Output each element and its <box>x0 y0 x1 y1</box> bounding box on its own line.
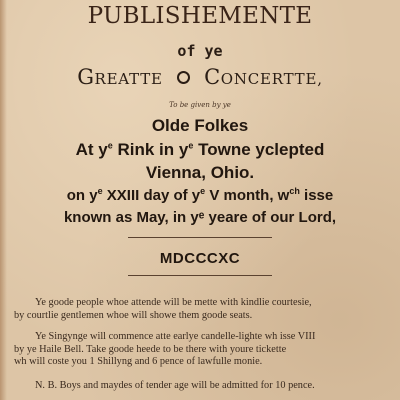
initial-g: G <box>77 65 95 89</box>
year-line: MDCCCXC <box>159 250 241 267</box>
performers-line: Olde Folkes <box>151 116 249 135</box>
paragraph-line: wh will coste you 1 Shillyng and 6 pence of lawfulle monie. <box>14 356 263 367</box>
paragraph-singing <box>14 331 390 369</box>
venue-part-b: Rink in y <box>112 140 189 159</box>
paragraph-notice <box>14 380 390 393</box>
of-ye-line: of ye <box>177 42 223 60</box>
paragraph-line: by courtlie gentlemen whoe will showe them goode seats. <box>14 309 253 321</box>
date-sup-b: e <box>200 186 206 196</box>
date-line <box>0 186 400 204</box>
divider-top <box>128 237 272 238</box>
paragraph-line: Ye goode people whoe attende will be mette with kindlie courtesie, <box>35 297 312 308</box>
date-part-d: isse <box>299 187 334 204</box>
date-sup-a: e <box>97 186 103 196</box>
date-part-c: V month, w <box>205 187 290 204</box>
ornament-circle-icon <box>177 71 190 84</box>
paragraph-line: N. B. Boys and maydes of tender age will be admitted for 10 pence. <box>35 380 315 391</box>
paragraph-welcome <box>14 297 390 322</box>
date-sup-c: ch <box>289 186 300 196</box>
concert-word-2 <box>204 65 323 89</box>
date-part-b: XXIII day of y <box>102 187 201 204</box>
venue-sup-b: e <box>188 140 194 151</box>
month-line: known as May, in yᵉ yeare of our Lord, <box>63 209 337 226</box>
venue-sup-a: e <box>107 140 113 151</box>
concert-heading <box>0 65 400 89</box>
venue-line <box>0 140 400 160</box>
venue-part-c: Towne yclepted <box>193 140 325 159</box>
date-part-a: on y <box>66 187 98 204</box>
concert-word-1 <box>77 65 163 89</box>
venue-part-a: At y <box>75 140 108 159</box>
divider-bottom <box>128 275 272 276</box>
paragraph-line: Ye Singynge will commence atte earlye candelle-lighte wh isse VIII <box>35 331 316 342</box>
document-title: PUBLISHEMENTE <box>87 3 313 29</box>
given-by-line: To be given by ye <box>169 101 231 109</box>
rest-word-1: REATTE <box>94 70 163 88</box>
rest-word-2: ONCERTTE, <box>220 70 323 88</box>
paragraph-line: by ye Haile Bell. Take goode heede to be there with youre tickette <box>14 343 287 355</box>
initial-c: C <box>204 65 221 89</box>
town-line: Vienna, Ohio. <box>145 163 255 182</box>
